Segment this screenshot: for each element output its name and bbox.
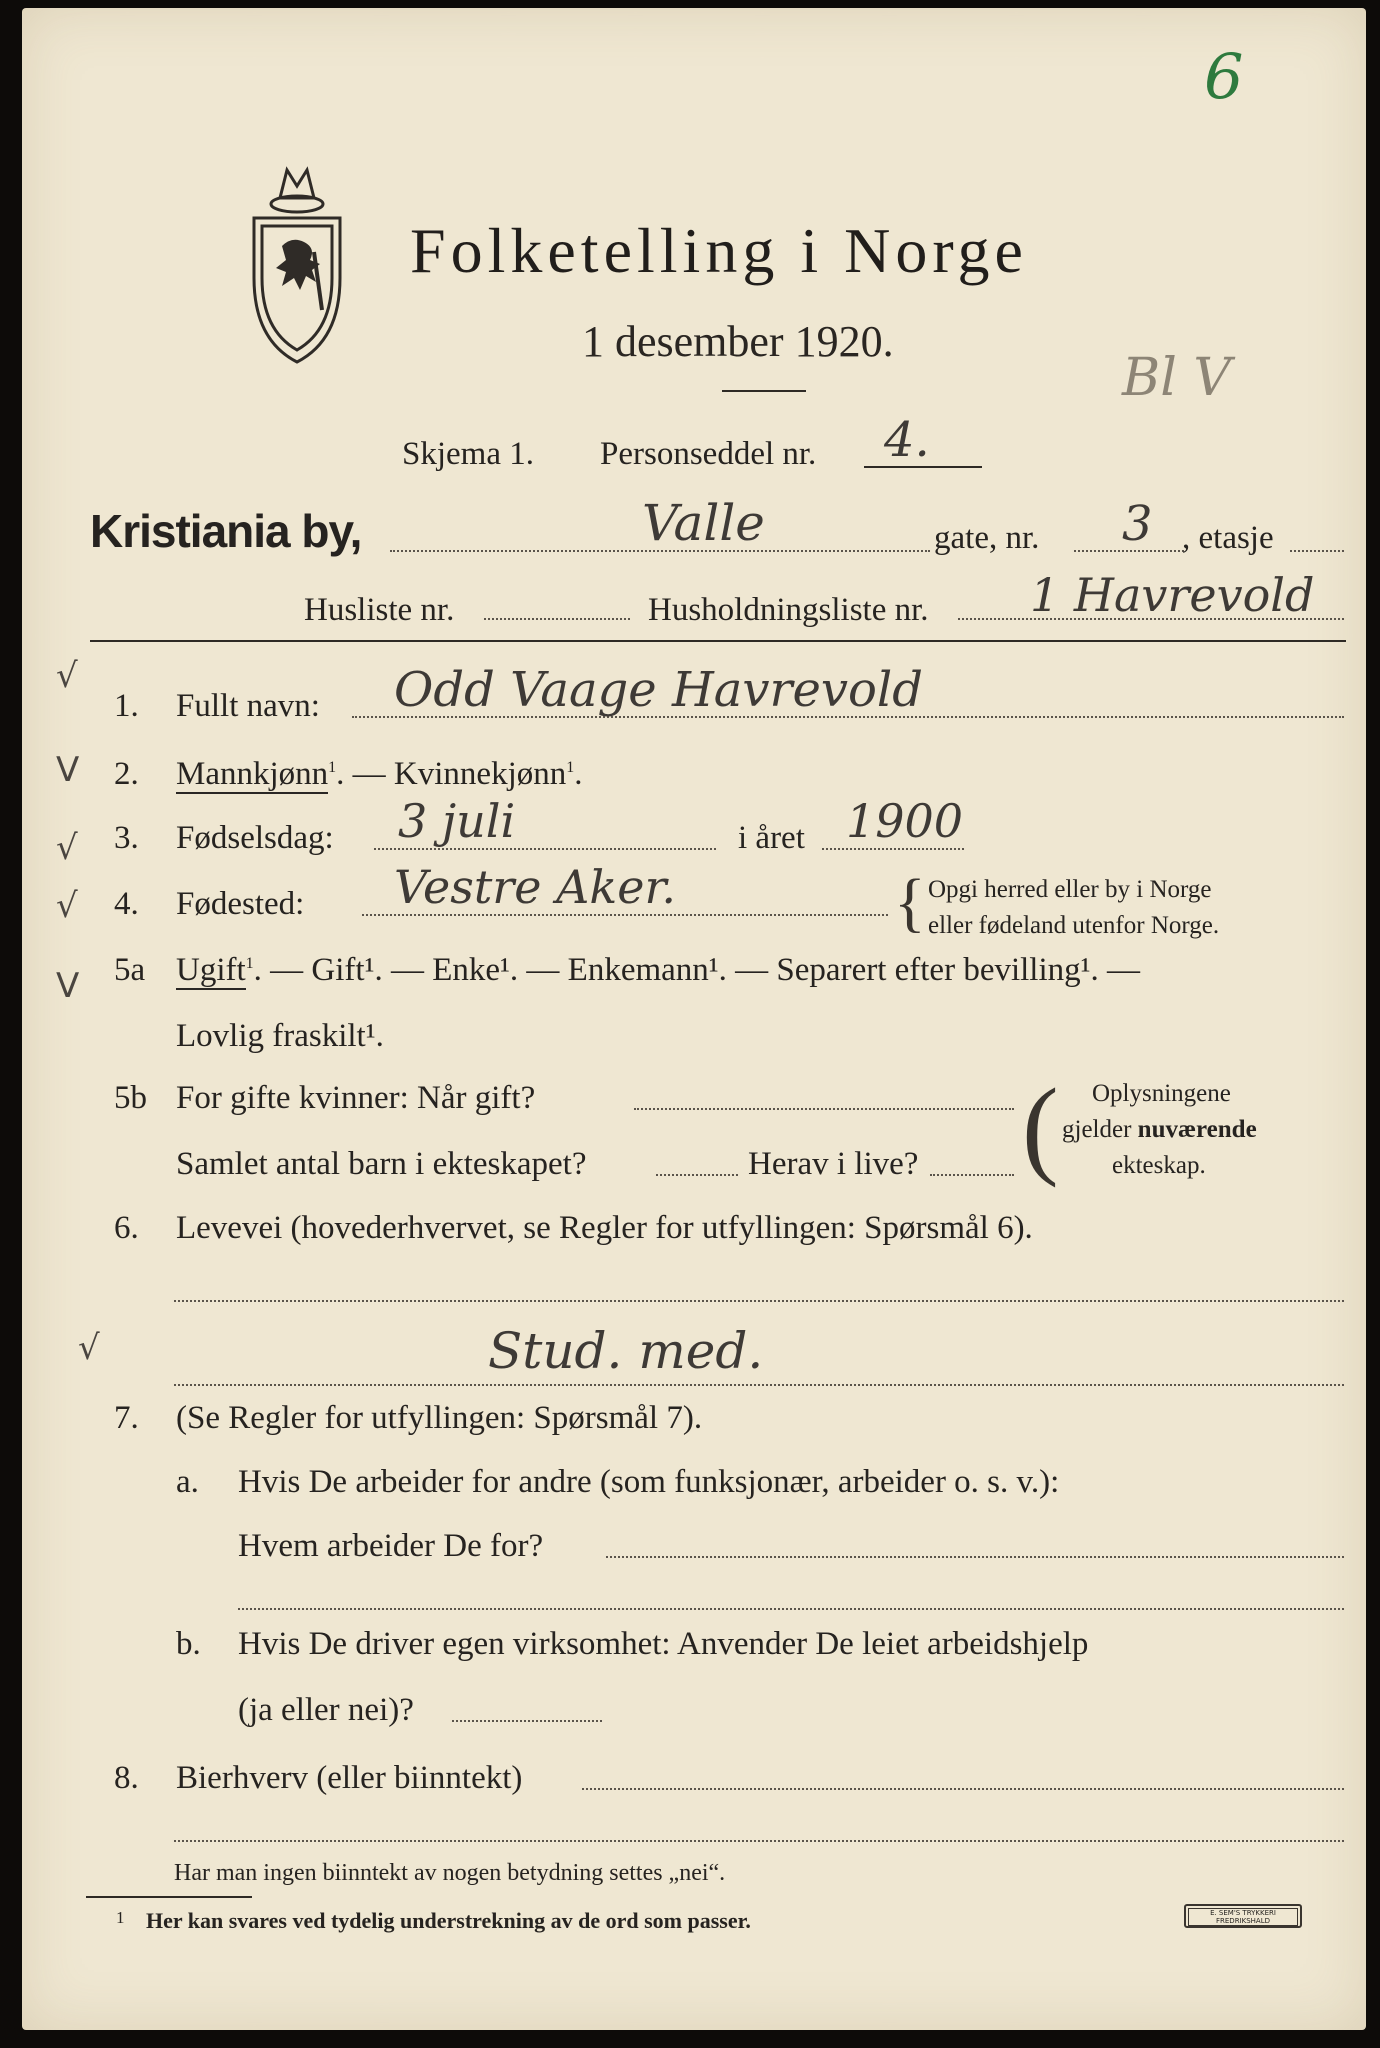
margin-mark: Bl V xyxy=(1122,348,1231,408)
q7-label: (Se Regler for utfyllingen: Spørsmål 7). xyxy=(176,1400,703,1436)
q3-year-label: i året xyxy=(738,820,805,856)
check-mark-q5a: V xyxy=(56,966,80,1006)
etasje-label: , etasje xyxy=(1182,520,1274,556)
corner-mark: 6 xyxy=(1204,40,1244,113)
q7b-label: Hvis De driver egen virksomhet: Anvender De leiet arbeidshjelp xyxy=(238,1626,1089,1662)
q4-number: 4. xyxy=(114,886,139,922)
q5b-children-label: Samlet antal barn i ekteskapet? xyxy=(176,1146,587,1182)
q5b-note-line1: Oplysningene xyxy=(1092,1080,1231,1107)
q4-note-brace: { xyxy=(894,866,926,939)
q7b-line2: (ja eller nei)? xyxy=(238,1692,414,1728)
q5b-alive-label: Herav i live? xyxy=(748,1146,919,1182)
personseddel-line xyxy=(864,466,982,468)
q5b-number: 5b xyxy=(114,1080,147,1116)
nr-dots xyxy=(1074,550,1184,552)
q2-number: 2. xyxy=(114,756,139,792)
norwegian-coat-of-arms-icon xyxy=(242,160,352,370)
husliste-label: Husliste nr. xyxy=(304,592,455,628)
q3-label: Fødselsdag: xyxy=(176,820,334,856)
q5a-other-options: . — Gift¹. — Enke¹. — Enkemann¹. — Separert efter bevilling¹. — xyxy=(253,952,1141,988)
q3-number: 3. xyxy=(114,820,139,856)
q6-dots-1 xyxy=(174,1300,1344,1302)
q5b-alive-dots xyxy=(930,1174,1014,1176)
q6-dots-2 xyxy=(174,1384,1344,1386)
q3-value: 3 juli xyxy=(398,794,516,848)
q3-year-dots xyxy=(822,848,964,850)
q5b-children-dots xyxy=(656,1174,738,1176)
gate-nr-label: gate, nr. xyxy=(934,520,1040,556)
check-mark-q2: V xyxy=(56,750,80,790)
husliste-dots xyxy=(484,618,630,620)
q1-label: Fullt navn: xyxy=(176,688,320,724)
q4-value: Vestre Aker. xyxy=(394,860,677,914)
q8-dots-1 xyxy=(582,1788,1344,1790)
q7a-label: Hvis De arbeider for andre (som funksjonær, arbeider o. s. v.): xyxy=(238,1464,1060,1500)
q8-dots-2 xyxy=(174,1840,1344,1842)
q6-label: Levevei (hovederhvervet, se Regler for utfyllingen: Spørsmål 6). xyxy=(176,1210,1033,1246)
q5a-line2: Lovlig fraskilt¹. xyxy=(176,1018,384,1054)
husholdning-value: 1 Havrevold xyxy=(1030,568,1315,622)
footnote-divider xyxy=(86,1896,252,1898)
q5a-options: Ugift$^1$. — Gift¹. — Enke¹. — Enkemann¹. — Separert efter bevilling¹. — xyxy=(176,952,1141,988)
q4-note-line1: Opgi herred eller by i Norge xyxy=(928,876,1212,903)
personseddel-value: 4. xyxy=(884,412,930,468)
q4-note-line2: eller fødeland utenfor Norge. xyxy=(928,912,1220,939)
q3-day-dots xyxy=(374,848,716,850)
city-label: Kristiania by, xyxy=(90,505,362,557)
q5b-note-brace: ( xyxy=(1022,1066,1059,1188)
q4-dots xyxy=(362,914,888,916)
q1-value: Odd Vaage Havrevold xyxy=(394,662,923,718)
q5b-label: For gifte kvinner: Når gift? xyxy=(176,1080,536,1116)
q7a-dots-1 xyxy=(606,1556,1344,1558)
skjema-label: Skjema 1. xyxy=(402,436,534,472)
q2-sex-options: Mannkjønn$^1$. — Kvinnekjønn$^1$. xyxy=(176,756,583,792)
husholdning-label: Husholdningsliste nr. xyxy=(648,592,929,628)
check-mark-q1: √ xyxy=(56,656,78,696)
q8-label: Bierhverv (eller biinntekt) xyxy=(176,1760,523,1796)
census-date: 1 desember 1920. xyxy=(582,317,894,366)
etasje-dots xyxy=(1290,550,1344,552)
check-mark-q3: √ xyxy=(56,828,78,868)
q6-value: Stud. med. xyxy=(488,1322,764,1380)
printer-stamp: E. SEM'S TRYKKERI FREDRIKSHALD xyxy=(1184,1904,1302,1928)
q5b-dots xyxy=(634,1108,1014,1110)
nei-note: Har man ingen biinntekt av nogen betydning settes „nei“. xyxy=(174,1860,726,1886)
q5b-note-line2: gjelder nuværende xyxy=(1062,1116,1257,1143)
footnote-text: Her kan svares ved tydelig understrekning av de ord som passer. xyxy=(146,1908,751,1933)
check-mark-q4: √ xyxy=(56,886,78,926)
q5a-ugift-option: Ugift xyxy=(176,952,246,988)
q5a-number: 5a xyxy=(114,952,146,988)
q2-sep: . — xyxy=(336,756,394,792)
footnote-mark: 1 xyxy=(116,1908,125,1927)
q3-year-value: 1900 xyxy=(846,794,964,848)
header-divider xyxy=(90,640,1346,642)
q1-number: 1. xyxy=(114,688,139,724)
q7b-dots xyxy=(452,1720,602,1722)
check-mark-q6: √ xyxy=(78,1328,100,1368)
q6-number: 6. xyxy=(114,1210,139,1246)
q7b-letter: b. xyxy=(176,1626,201,1662)
q5b-note-line3: ekteskap. xyxy=(1112,1152,1206,1179)
census-form-sheet xyxy=(22,8,1366,2030)
form-title: Folketelling i Norge xyxy=(410,215,1028,286)
q4-label: Fødested: xyxy=(176,886,305,922)
street-value: Valle xyxy=(642,494,765,552)
q2-female-option: Kvinnekjønn xyxy=(393,756,567,792)
q7a-line2: Hvem arbeider De for? xyxy=(238,1528,544,1564)
q7a-letter: a. xyxy=(176,1464,199,1500)
title-divider xyxy=(722,390,806,392)
personseddel-label: Personseddel nr. xyxy=(600,436,817,472)
q7a-dots-2 xyxy=(238,1608,1344,1610)
q2-male-option: Mannkjønn xyxy=(176,756,329,792)
nr-value: 3 xyxy=(1122,496,1153,552)
q7-number: 7. xyxy=(114,1400,139,1436)
q8-number: 8. xyxy=(114,1760,139,1796)
